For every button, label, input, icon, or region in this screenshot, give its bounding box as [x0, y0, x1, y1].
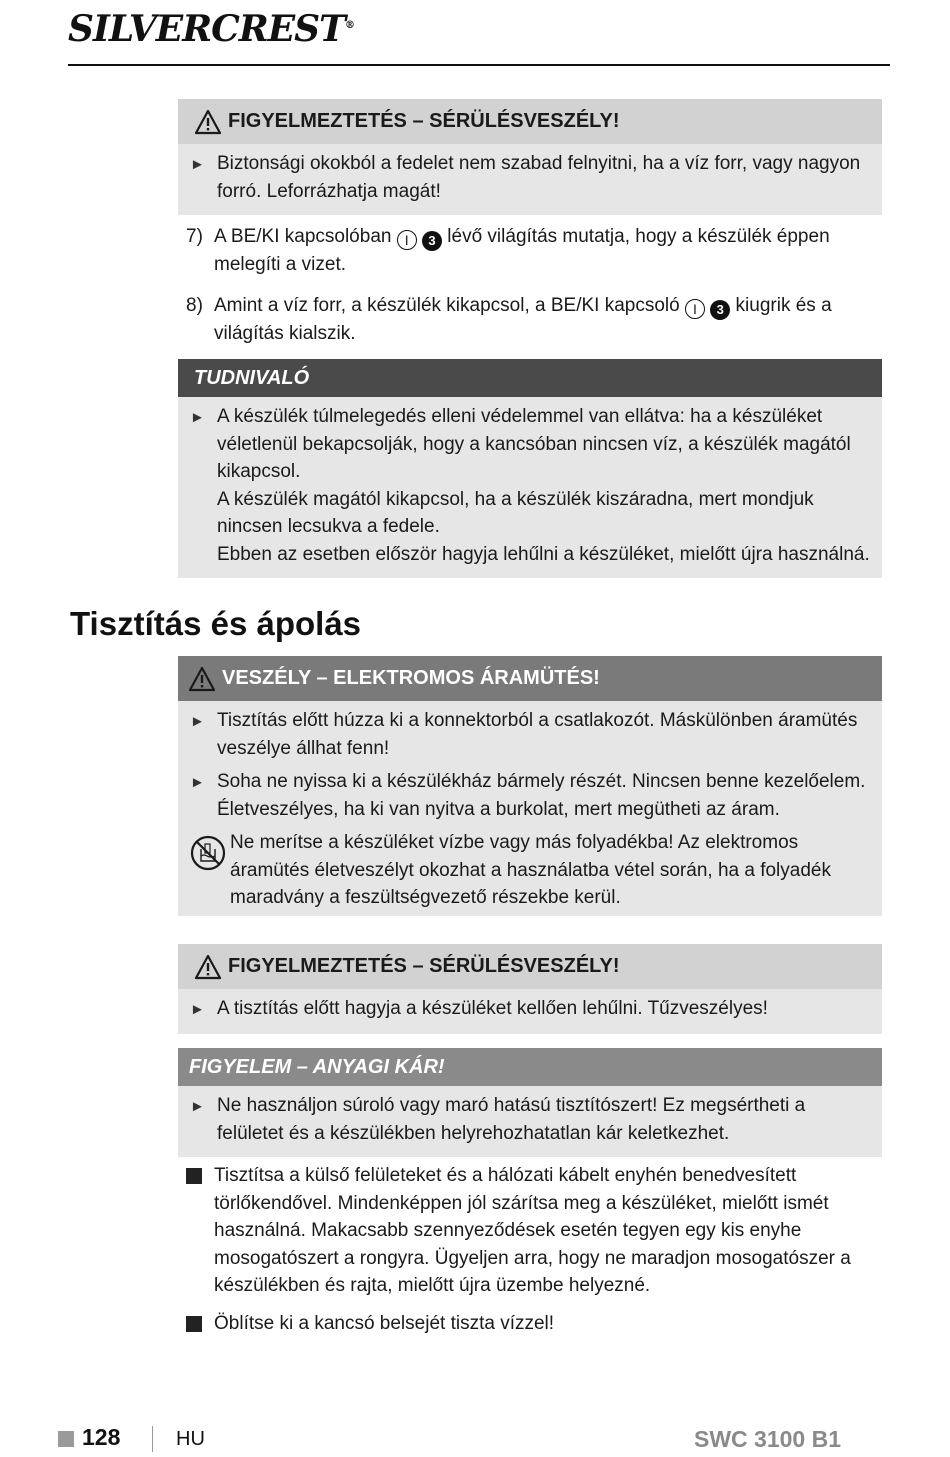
warning-triangle-icon: [194, 109, 222, 135]
electric-shock-danger-box: [178, 656, 882, 916]
arrow-bullet-icon: ►: [190, 156, 205, 173]
instruction-item: Öblítse ki a kancsó belsejét tiszta vízzel!: [186, 1310, 886, 1338]
no-immersion-icon: [190, 835, 226, 871]
footer-square-icon: [58, 1431, 74, 1447]
list-item: ► A tisztítás előtt hagyja a készüléket kellően lehűlni. Tűzveszélyes!: [190, 995, 872, 1024]
list-item: ► Tisztítás előtt húzza ki a konnektorból a csatlakozót. Máskülönben áramütés veszélye állhat fenn!: [190, 707, 872, 762]
square-bullet-icon: [186, 1168, 202, 1184]
reference-number: 3: [710, 300, 730, 320]
reference-number: 3: [422, 231, 442, 251]
warning-title: FIGYELMEZTETÉS – SÉRÜLÉSVESZÉLY!: [228, 110, 620, 132]
instruction-item: Tisztítsa a külső felületeket és a hálózati kábelt enyhén benedvesített törlőkendővel. Mindenképpen jól szárítsa meg a készüléket, mielőtt ismét használná. Makacsabb szennyeződések esetén tegyen egy kis enyhe mosogatószert a rongyra. Ügyeljen arra, hogy ne maradjon mosogatószer a készülékben és rajta, mielőtt újra üzembe helyezné.: [186, 1162, 886, 1300]
warning-header: [178, 944, 882, 989]
list-item: ► A készülék túlmelegedés elleni védelemmel van ellátva: ha a készüléket véletlenül bekapcsolják, hogy a kancsóban nincsen víz, a készülék magától kikapcsol. A készülék magától kikapcsol, ha a készülék kiszáradna, mert mondjuk nincsen lecsukva a fedele. Ebben az esetben először hagyja lehűlni a készüléket, mielőtt újra használná.: [190, 403, 872, 568]
arrow-bullet-icon: ►: [190, 1098, 205, 1115]
step-item: 7) A BE/KI kapcsolóban I 3 lévő világítás mutatja, hogy a készülék éppen melegíti a vizet.: [186, 226, 830, 275]
arrow-bullet-icon: ►: [190, 1001, 205, 1018]
warning-triangle-icon: [194, 954, 222, 980]
warning-body: [178, 989, 882, 1034]
injury-warning-box-2: [178, 944, 882, 1034]
caution-body: [178, 1086, 882, 1157]
immersion-warning: Ne merítse a készüléket vízbe vagy más folyadékba! Az elektromos áramütés életveszélyt okozhat a használatba vétel során, ha a folyadék maradvány a feszültségvezető részekbe kerül.: [190, 829, 872, 912]
injury-warning-box: [178, 99, 882, 215]
warning-title: FIGYELMEZTETÉS – SÉRÜLÉSVESZÉLY!: [228, 955, 620, 977]
section-title: Tisztítás és ápolás: [70, 605, 362, 642]
caution-title: FIGYELEM – ANYAGI KÁR!: [189, 1055, 445, 1078]
list-item: ► Biztonsági okokból a fedelet nem szabad felnyitni, ha a víz forr, vagy nagyon forró. Leforrázhatja magát!: [190, 150, 872, 205]
footer-divider: [152, 1426, 153, 1452]
power-switch-icon: I: [685, 299, 705, 319]
note-box: [178, 359, 882, 578]
note-title: TUDNIVALÓ: [194, 366, 310, 389]
danger-body: [178, 701, 882, 916]
header-divider: [68, 64, 890, 66]
warning-body: [178, 144, 882, 215]
caution-header: [178, 1048, 882, 1086]
power-switch-icon: I: [397, 230, 417, 250]
model-number: SWC 3100 B1: [694, 1426, 842, 1452]
arrow-bullet-icon: ►: [190, 409, 205, 426]
list-item: ► Soha ne nyissa ki a készülékház bármely részét. Nincsen benne kezelőelem. Életveszélyes, ha ki van nyitva a burkolat, mert megütheti az áram.: [190, 768, 872, 823]
step-item: 8) Amint a víz forr, a készülék kikapcsol, a BE/KI kapcsoló I 3 kiugrik és a világítás kialszik.: [186, 295, 832, 344]
danger-title: VESZÉLY – ELEKTROMOS ÁRAMÜTÉS!: [222, 667, 600, 689]
danger-header: [178, 656, 882, 701]
note-body: [178, 397, 882, 578]
brand-logo: SILVERCREST®: [68, 8, 354, 50]
arrow-bullet-icon: ►: [190, 774, 205, 791]
warning-header: [178, 99, 882, 144]
language-code: HU: [176, 1428, 205, 1450]
page-number: 128: [82, 1424, 121, 1450]
warning-triangle-icon: [188, 666, 216, 692]
arrow-bullet-icon: ►: [190, 713, 205, 730]
list-item: ► Ne használjon súroló vagy maró hatású tisztítószert! Ez megsértheti a felületet és a készülékben helyrehozhatatlan kár keletkezhet.: [190, 1092, 872, 1147]
square-bullet-icon: [186, 1316, 202, 1332]
property-damage-box: [178, 1048, 882, 1157]
note-header: [178, 359, 882, 397]
